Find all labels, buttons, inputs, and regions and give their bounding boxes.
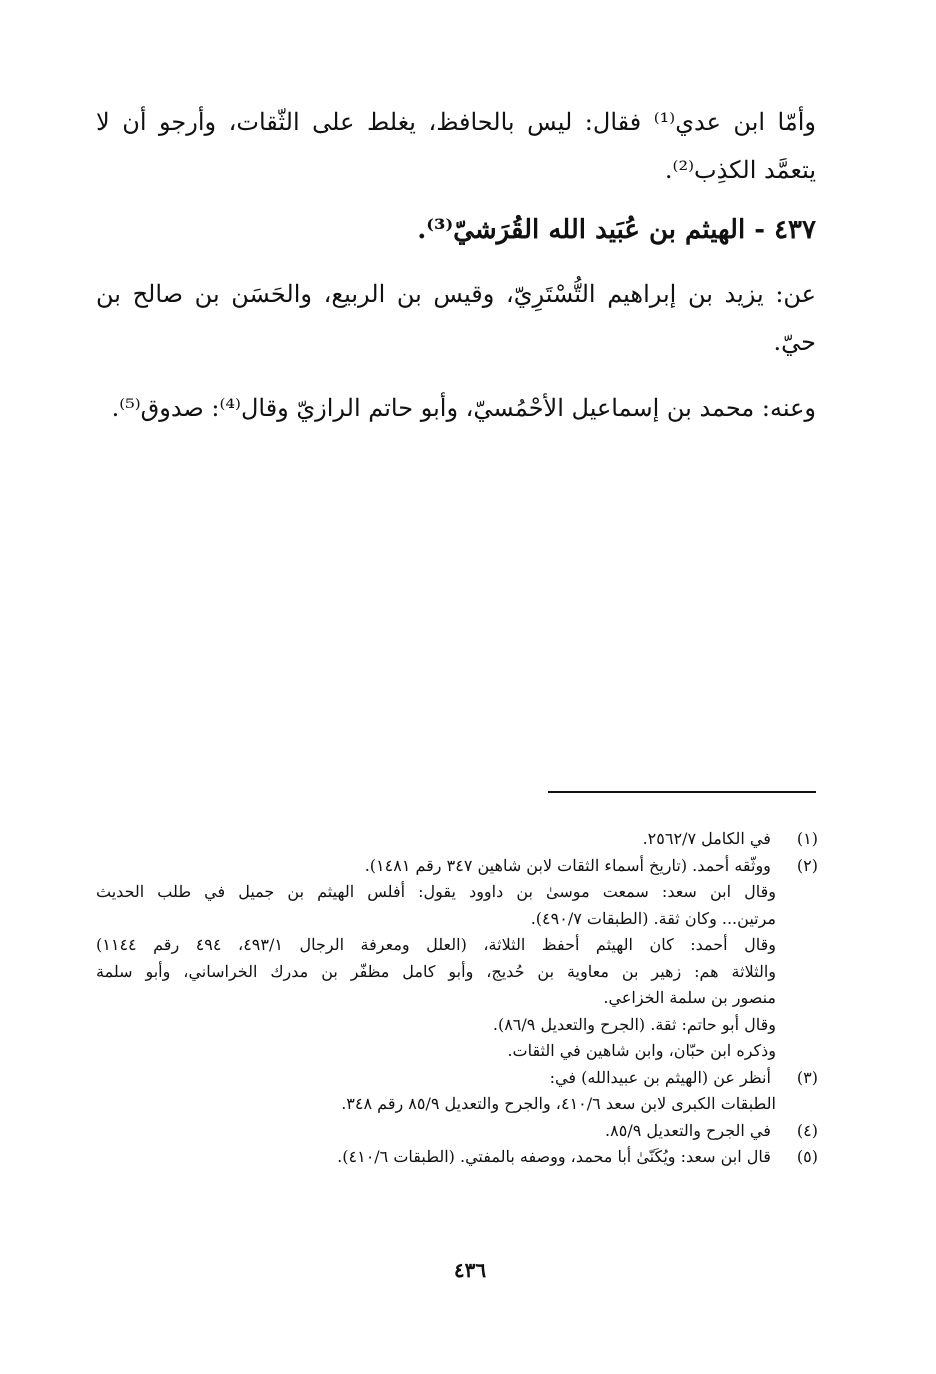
footnote-number: (٤) xyxy=(796,1120,818,1140)
footnote-number: (٢) xyxy=(796,855,818,875)
page-number: ٤٣٦ xyxy=(453,1258,487,1282)
footnote-text: قال ابن سعد: ويُكَنّىٰ أبا محمد، ووصفه بالمفتي. (الطبقات ٤١٠/٦). xyxy=(337,1147,771,1166)
footnote-5 xyxy=(96,1144,818,1171)
footnote-divider xyxy=(548,791,816,793)
footnote-text: في الكامل ٢٥٦٢/٧. xyxy=(642,829,771,848)
footnote-2-line: وقال أحمد: كان الهيثم أحفظ الثلاثة، (العلل ومعرفة الرجال ٤٩٣/١، ٤٩٤ رقم ١١٤٤) xyxy=(96,935,777,954)
footnote-2-line: وذكره ابن حبّان، وابن شاهين في الثقات. xyxy=(507,1041,776,1060)
footnote-2-line: وقال ابن سعد: سمعت موسىٰ بن داوود يقول: أفلس الهيثم بن جميل في طلب الحديث xyxy=(96,882,776,901)
footnote-number: (١) xyxy=(796,829,818,848)
footnote-4 xyxy=(96,1118,818,1145)
footnote-2-line: منصور بن سلمة الخزاعي. xyxy=(603,988,776,1007)
paragraph-ibn-adi: وأمّا ابن عدي⁽¹⁾ فقال: ليس بالحافظ، يغلط على الثّقات، وأرجو أن لا يتعمَّد الكذِب⁽²⁾. xyxy=(96,108,816,184)
footnotes xyxy=(96,826,818,1171)
main-text xyxy=(96,98,816,450)
footnote-number: (٣) xyxy=(796,1067,818,1087)
entry-heading: ٤٣٧ - الهيثم بن عُبَيد الله القُرَشيّ⁽³⁾. xyxy=(417,215,816,245)
footnote-3-line: الطبقات الكبرى لابن سعد ٤١٠/٦، والجرح والتعديل ٨٥/٩ رقم ٣٤٨. xyxy=(341,1094,776,1113)
footnote-2 xyxy=(96,853,818,880)
paragraph-narrated-by: وعنه: محمد بن إسماعيل الأحْمُسيّ، وأبو حاتم الرازيّ وقال⁽⁴⁾: صدوق⁽⁵⁾. xyxy=(111,394,816,422)
footnote-2-line: وقال أبو حاتم: ثقة. (الجرح والتعديل ٨٦/٩). xyxy=(492,1014,776,1034)
footnote-3 xyxy=(96,1065,818,1092)
footnote-number: (٥) xyxy=(796,1147,818,1166)
footnote-1 xyxy=(96,826,818,853)
footnote-2-line: والثلاثة هم: زهير بن معاوية بن حُديج، وأبو كامل مظفّر بن مدرك الخراساني، وأبو سلمة xyxy=(96,961,776,981)
footnote-2-line: مرتين... وكان ثقة. (الطبقات ٤٩٠/٧). xyxy=(530,908,776,928)
footnote-text: أنظر عن (الهيثم بن عبيدالله) في: xyxy=(549,1067,771,1087)
paragraph-narrated-from: عن: يزيد بن إبراهيم التُّسْتَرِيّ، وقيس بن الربيع، والحَسَن بن صالح بن حيّ. xyxy=(96,280,816,356)
footnote-text: في الجرح والتعديل ٨٥/٩. xyxy=(605,1120,771,1140)
footnote-text: ووثّقه أحمد. (تاريخ أسماء الثقات لابن شاهين ٣٤٧ رقم ١٤٨١). xyxy=(364,855,771,875)
